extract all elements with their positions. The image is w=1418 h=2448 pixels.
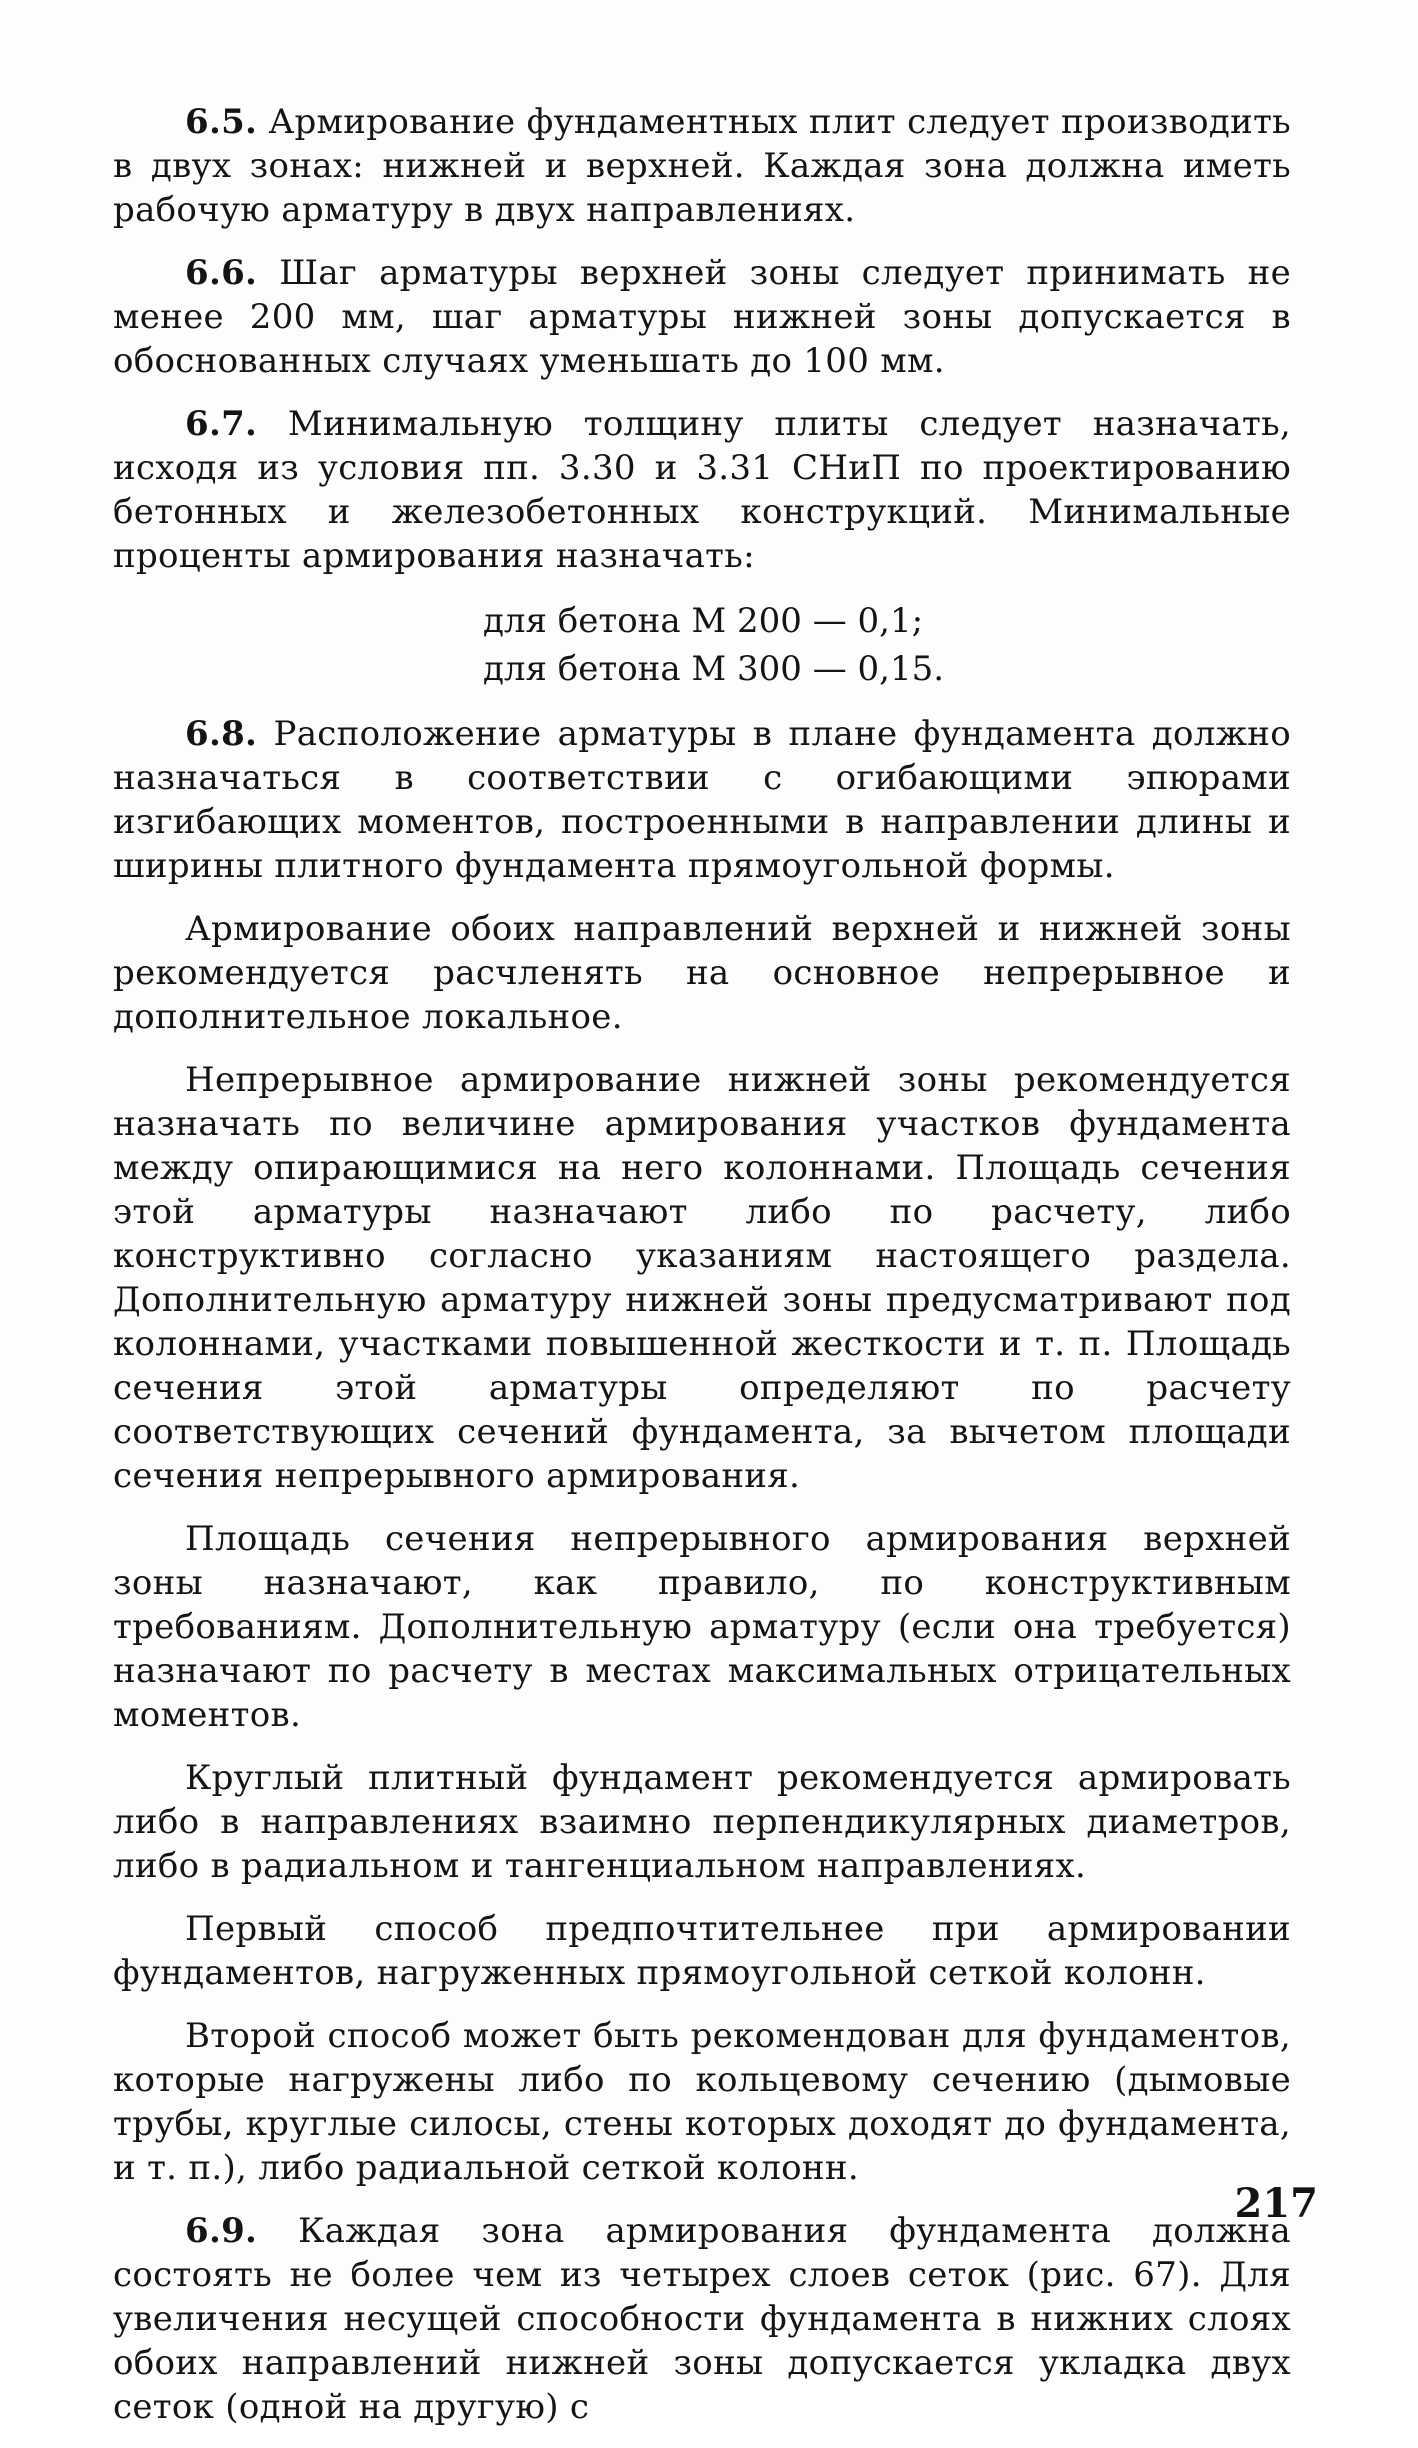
section-text: Каждая зона армирования фундамента должна состоять не более чем из четырех слоев сеток (рис. 67). Для увеличения несущей способности фундамента в нижних слоях обоих направлений нижней зоны допускается укладка двух сеток (одной на другую) с: [113, 2211, 1291, 2427]
page-content: [113, 100, 1291, 2448]
section-6-6: [113, 251, 1291, 383]
section-6-8: [113, 712, 1291, 888]
section-6-5: [113, 100, 1291, 232]
section-number: 6.7.: [185, 404, 258, 444]
formula-line-m300: для бетона М 300 — 0,15.: [483, 649, 945, 689]
section-6-9: [113, 2209, 1291, 2429]
section-6-7: [113, 402, 1291, 578]
section-number: 6.5.: [185, 102, 258, 142]
section-text: Шаг арматуры верхней зоны следует принимать не менее 200 мм, шаг арматуры нижней зоны допускается в обоснованных случаях уменьшать до 100 мм.: [113, 253, 1291, 381]
section-text: Минимальную толщину плиты следует назначать, исходя из условия пп. 3.30 и 3.31 СНиП по проектированию бетонных и железобетонных конструкций. Минимальные проценты армирования назначать:: [113, 404, 1292, 576]
section-number: 6.9.: [185, 2211, 258, 2251]
page-number: 217: [1234, 2180, 1318, 2227]
paragraph: Круглый плитный фундамент рекомендуется армировать либо в направлениях взаимно перпендикулярных диаметров, либо в радиальном и тангенциальном направлениях.: [113, 1758, 1291, 1886]
paragraph: Первый способ предпочтительнее при армировании фундаментов, нагруженных прямоугольной сеткой колонн.: [113, 1909, 1291, 1993]
paragraph: Непрерывное армирование нижней зоны рекомендуется назначать по величине армирования участков фундамента между опирающимися на него колоннами. Площадь сечения этой арматуры назначают либо по расчету, либо конструктивно согласно указаниям настоящего раздела. Дополнительную арматуру нижней зоны предусматривают под колоннами, участками повышенной жесткости и т. п. Площадь сечения этой арматуры определяют по расчету соответствующих сечений фундамента, за вычетом площади сечения непрерывного армирования.: [113, 1060, 1291, 1496]
section-number: 6.6.: [185, 253, 258, 293]
paragraph: Площадь сечения непрерывного армирования верхней зоны назначают, как правило, по конструктивным требованиям. Дополнительную арматуру (если она требуется) назначают по расчету в местах максимальных отрицательных моментов.: [113, 1519, 1291, 1735]
paragraph: Армирование обоих направлений верхней и нижней зоны рекомендуется расчленять на основное непрерывное и дополнительное локальное.: [113, 909, 1291, 1037]
section-text: Армирование фундаментных плит следует производить в двух зонах: нижней и верхней. Каждая зона должна иметь рабочую арматуру в двух направлениях.: [113, 102, 1291, 230]
section-number: 6.8.: [185, 714, 258, 754]
paragraph: Второй способ может быть рекомендован для фундаментов, которые нагружены либо по кольцевому сечению (дымовые трубы, круглые силосы, стены которых доходят до фундамента, и т. п.), либо радиальной сеткой колонн.: [113, 2016, 1291, 2188]
formula-line-m200: для бетона М 200 — 0,1;: [483, 601, 924, 641]
section-text: Расположение арматуры в плане фундамента должно назначаться в соответствии с огибающими эпюрами изгибающих моментов, построенными в направлении длины и ширины плитного фундамента прямоугольной формы.: [113, 714, 1292, 886]
concrete-formula: [113, 597, 1291, 693]
